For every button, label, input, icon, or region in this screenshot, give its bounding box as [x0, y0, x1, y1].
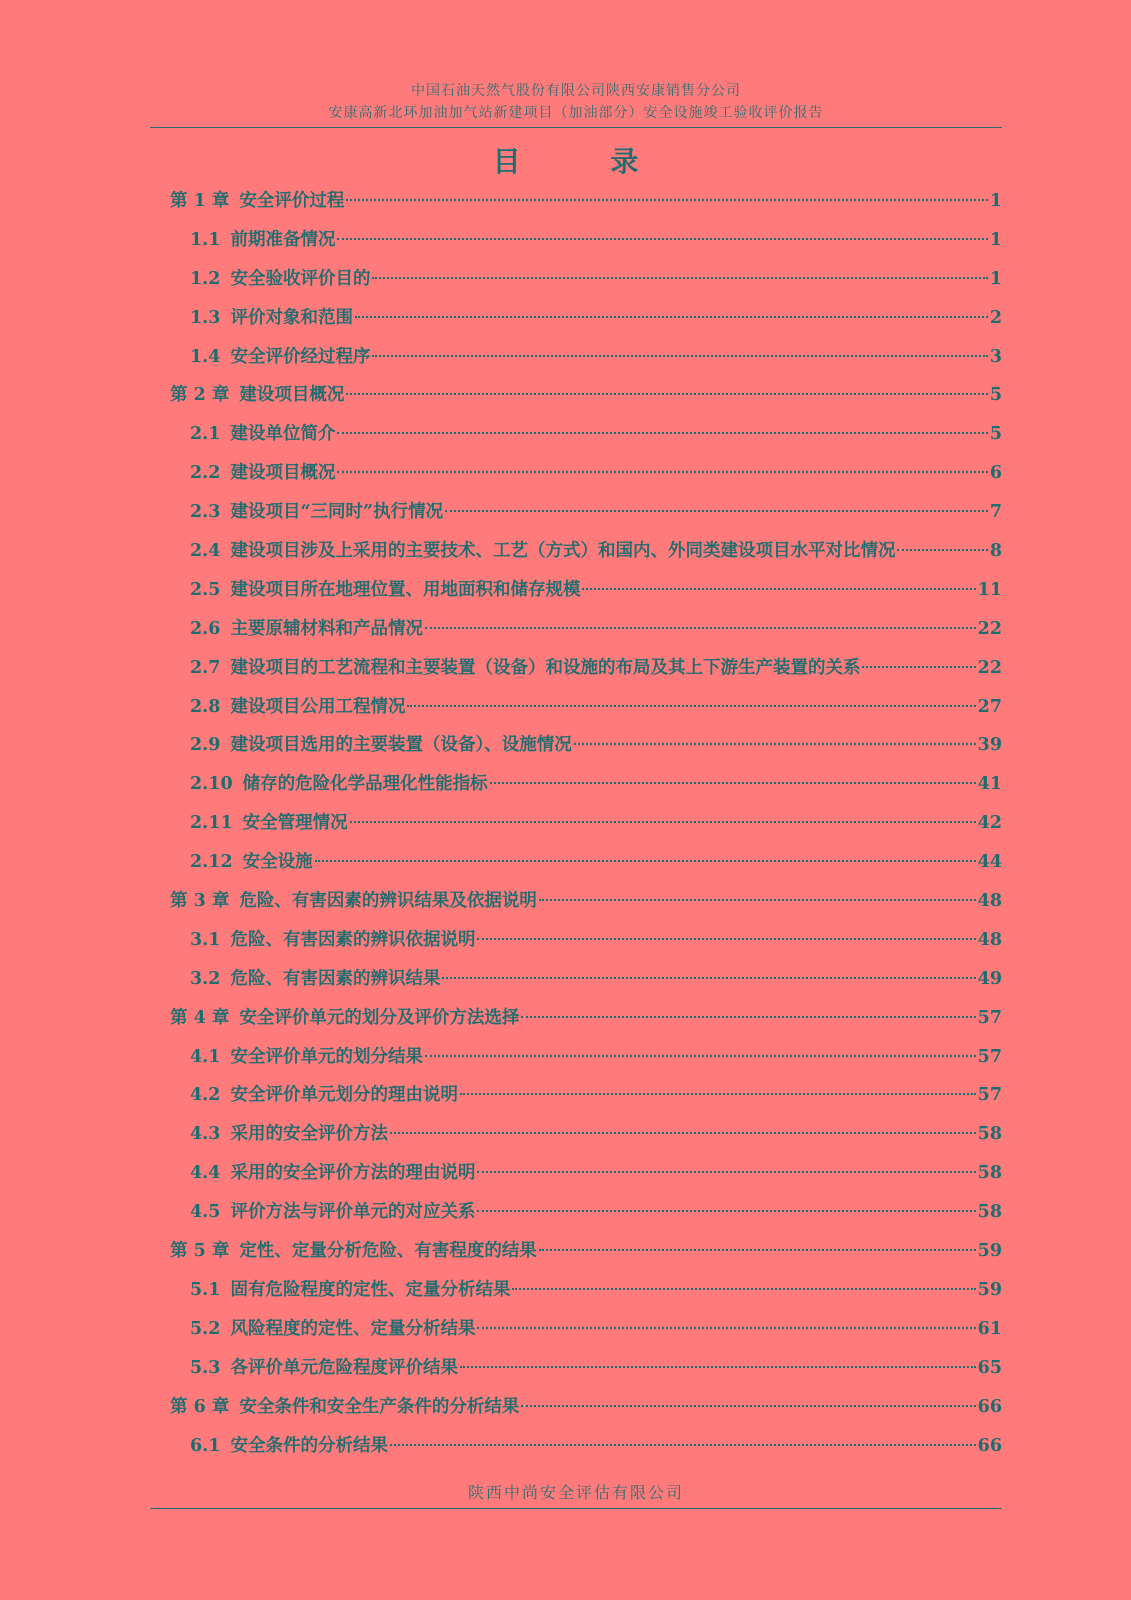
header-company: 中国石油天然气股份有限公司陕西安康销售分公司 [411, 83, 741, 99]
toc-entry-title: 风险程度的定性、定量分析结果 [230, 1318, 476, 1339]
toc-entry-number: 4.2 [190, 1085, 221, 1106]
toc-entry-number: 2.11 [190, 813, 233, 834]
toc-title: 目 录 [492, 145, 679, 178]
toc-chapter-entry[interactable] [170, 999, 1002, 1038]
toc-entry-title: 建设项目的工艺流程和主要装置（设备）和设施的布局及其上下游生产装置的关系 [230, 657, 861, 678]
toc-section-entry[interactable] [170, 454, 1002, 493]
header-report-title: 安康高新北环加油加气站新建项目（加油部分）安全设施竣工验收评价报告 [328, 105, 824, 121]
toc-entry-title: 安全条件的分析结果 [230, 1435, 388, 1456]
toc-section-entry[interactable] [170, 688, 1002, 727]
toc-entry-number: 第 5 章 [170, 1241, 230, 1262]
toc-entry-number: 第 2 章 [170, 385, 230, 406]
toc-section-entry[interactable] [170, 1271, 1002, 1310]
toc-entry-title: 建设项目涉及上采用的主要技术、工艺（方式）和国内、外同类建设项目水平对比情况 [230, 541, 896, 562]
toc-entry-number: 5.3 [190, 1357, 221, 1378]
toc-section-entry[interactable] [170, 338, 1002, 377]
toc-page-number: 1 [989, 229, 1002, 250]
toc-entry-number: 2.7 [190, 657, 221, 678]
toc-page-number: 58 [977, 1163, 1002, 1184]
toc-section-entry[interactable] [170, 1310, 1002, 1349]
toc-entry-number: 6.1 [190, 1435, 221, 1456]
toc-entry-number: 第 6 章 [170, 1396, 230, 1417]
toc-entry-number: 1.2 [190, 268, 221, 289]
toc-entry-title: 安全评价单元的划分及评价方法选择 [239, 1007, 520, 1028]
toc-entry-number: 2.4 [190, 541, 221, 562]
toc-page-number: 5 [989, 385, 1002, 406]
toc-entry-number: 2.5 [190, 579, 221, 600]
toc-entry-number: 4.3 [190, 1124, 221, 1145]
toc-section-entry[interactable] [170, 649, 1002, 688]
toc-dot-leader [477, 938, 975, 940]
toc-dot-leader [539, 899, 976, 901]
toc-entry-number: 第 1 章 [170, 191, 230, 211]
toc-page-number: 58 [977, 1124, 1002, 1145]
toc-page-number: 22 [977, 657, 1002, 678]
toc-entry-number: 5.2 [190, 1318, 221, 1339]
toc-dot-leader [355, 316, 988, 318]
toc-dot-leader [372, 355, 987, 357]
toc-entry-title: 安全验收评价目的 [230, 268, 371, 289]
toc-entry-number: 4.5 [190, 1202, 221, 1223]
toc-dot-leader [390, 1132, 976, 1134]
toc-section-entry[interactable] [170, 221, 1002, 260]
toc-entry-number: 2.12 [190, 852, 233, 873]
toc-page-number: 59 [977, 1241, 1002, 1262]
toc-entry-title: 安全设施 [242, 852, 313, 873]
toc-chapter-entry[interactable] [170, 182, 1002, 221]
toc-section-entry[interactable] [170, 804, 1002, 843]
toc-entry-title: 主要原辅材料和产品情况 [230, 618, 423, 639]
toc-entry-number: 2.10 [190, 774, 233, 795]
toc-dot-leader [346, 199, 987, 201]
toc-page-number: 57 [977, 1046, 1002, 1067]
toc-page-number: 7 [989, 502, 1002, 523]
toc-dot-leader [315, 860, 976, 862]
toc-entry-title: 建设项目选用的主要装置（设备）、设施情况 [230, 735, 572, 756]
toc-entry-title: 各评价单元危险程度评价结果 [230, 1357, 458, 1378]
toc-chapter-entry[interactable] [170, 1232, 1002, 1271]
toc-section-entry[interactable] [170, 765, 1002, 804]
toc-entry-number: 3.1 [190, 929, 221, 950]
toc-section-entry[interactable] [170, 726, 1002, 765]
toc-dot-leader [346, 393, 987, 395]
toc-dot-leader [390, 1444, 976, 1446]
toc-dot-leader [337, 432, 987, 434]
toc-entry-title: 危险、有害因素的辨识结果 [230, 968, 441, 989]
toc-entry-title: 采用的安全评价方法的理由说明 [230, 1163, 476, 1184]
toc-page-number: 44 [977, 852, 1002, 873]
toc-section-entry[interactable] [170, 493, 1002, 532]
page-footer: 陕西中尚安全评估有限公司 [467, 1483, 684, 1502]
toc-page-number: 11 [977, 579, 1002, 600]
toc-section-entry[interactable] [170, 610, 1002, 649]
toc-entry-title: 前期准备情况 [230, 229, 336, 250]
toc-entry-number: 4.1 [190, 1046, 221, 1067]
toc-chapter-entry[interactable] [170, 376, 1002, 415]
toc-entry-number: 1.4 [190, 346, 221, 367]
toc-section-entry[interactable] [170, 843, 1002, 882]
toc-dot-leader [425, 627, 976, 629]
toc-entry-number: 2.1 [190, 424, 221, 445]
toc-dot-leader [574, 743, 976, 745]
toc-entry-title: 建设项目公用工程情况 [230, 696, 406, 717]
toc-page-number: 6 [989, 463, 1002, 484]
toc-entry-title: 定性、定量分析危险、有害程度的结果 [239, 1241, 537, 1262]
page-header [150, 80, 1002, 124]
toc-dot-leader [490, 782, 976, 784]
toc-entry-title: 危险、有害因素的辨识结果及依据说明 [239, 891, 537, 912]
toc-dot-leader [337, 238, 987, 240]
toc-section-entry[interactable] [170, 532, 1002, 571]
toc-dot-leader [862, 666, 975, 668]
toc-dot-leader [372, 277, 987, 279]
toc-chapter-entry[interactable] [170, 882, 1002, 921]
toc-entry-title: 建设项目所在地理位置、用地面积和储存规模 [230, 579, 581, 600]
toc-entry-number: 2.6 [190, 618, 221, 639]
toc-entry-number: 3.2 [190, 968, 221, 989]
toc-section-entry[interactable] [170, 1154, 1002, 1193]
toc-section-entry[interactable] [170, 1427, 1002, 1466]
toc-dot-leader [582, 588, 975, 590]
toc-section-entry[interactable] [170, 1349, 1002, 1388]
table-of-contents [170, 182, 1002, 1465]
toc-entry-number: 第 3 章 [170, 891, 230, 912]
header-divider [150, 127, 1002, 128]
toc-dot-leader [445, 510, 988, 512]
toc-entry-title: 安全评价单元的划分结果 [230, 1046, 423, 1067]
toc-dot-leader [407, 705, 975, 707]
toc-section-entry[interactable] [170, 571, 1002, 610]
toc-page-number: 2 [989, 307, 1002, 328]
toc-entry-title: 建设项目概况 [230, 463, 336, 484]
toc-dot-leader [521, 1405, 975, 1407]
toc-dot-leader [512, 1288, 975, 1290]
toc-page-number: 48 [977, 891, 1002, 912]
toc-entry-number: 2.2 [190, 463, 221, 484]
toc-dot-leader [477, 1327, 975, 1329]
toc-entry-number: 2.8 [190, 696, 221, 717]
toc-dot-leader [337, 471, 987, 473]
toc-section-entry[interactable] [170, 415, 1002, 454]
toc-page-number: 59 [977, 1279, 1002, 1300]
toc-entry-title: 安全评价经过程序 [230, 346, 371, 367]
toc-entry-title: 安全条件和安全生产条件的分析结果 [239, 1396, 520, 1417]
toc-section-entry[interactable] [170, 1076, 1002, 1115]
toc-dot-leader [521, 1016, 975, 1018]
toc-page-number: 65 [977, 1357, 1002, 1378]
toc-page-number: 66 [977, 1435, 1002, 1456]
toc-page-number: 61 [977, 1318, 1002, 1339]
toc-dot-leader [539, 1249, 976, 1251]
toc-dot-leader [477, 1210, 975, 1212]
toc-chapter-entry[interactable] [170, 1388, 1002, 1427]
toc-page-number: 1 [989, 268, 1002, 289]
toc-page-number: 8 [989, 541, 1002, 562]
toc-entry-number: 2.3 [190, 502, 221, 523]
toc-section-entry[interactable] [170, 299, 1002, 338]
toc-entry-number: 5.1 [190, 1279, 221, 1300]
toc-section-entry[interactable] [170, 960, 1002, 999]
toc-page-number: 57 [977, 1085, 1002, 1106]
toc-section-entry[interactable] [170, 1115, 1002, 1154]
toc-page-number: 22 [977, 618, 1002, 639]
toc-entry-title: 建设项目“三同时”执行情况 [230, 502, 444, 523]
toc-section-entry[interactable] [170, 1038, 1002, 1077]
toc-page-number: 58 [977, 1202, 1002, 1223]
toc-entry-title: 评价方法与评价单元的对应关系 [230, 1202, 476, 1223]
toc-dot-leader [442, 977, 975, 979]
toc-page-number: 48 [977, 929, 1002, 950]
toc-entry-title: 安全管理情况 [242, 813, 348, 834]
toc-page-number: 27 [977, 696, 1002, 717]
toc-page-number: 42 [977, 813, 1002, 834]
toc-entry-number: 4.4 [190, 1163, 221, 1184]
toc-dot-leader [477, 1171, 975, 1173]
toc-dot-leader [460, 1366, 976, 1368]
toc-entry-title: 安全评价过程 [239, 191, 345, 211]
toc-section-entry[interactable] [170, 260, 1002, 299]
toc-page-number: 41 [977, 774, 1002, 795]
toc-section-entry[interactable] [170, 921, 1002, 960]
toc-dot-leader [897, 549, 987, 551]
toc-page-number: 3 [989, 346, 1002, 367]
toc-entry-number: 2.9 [190, 735, 221, 756]
toc-dot-leader [425, 1055, 976, 1057]
toc-entry-title: 建设项目概况 [239, 385, 345, 406]
toc-entry-title: 安全评价单元划分的理由说明 [230, 1085, 458, 1106]
toc-page-number: 66 [977, 1396, 1002, 1417]
toc-page-number: 39 [977, 735, 1002, 756]
toc-page-number: 57 [977, 1007, 1002, 1028]
toc-entry-title: 评价对象和范围 [230, 307, 353, 328]
footer-divider [150, 1508, 1002, 1509]
toc-entry-title: 采用的安全评价方法 [230, 1124, 388, 1145]
toc-dot-leader [350, 821, 976, 823]
toc-entry-title: 危险、有害因素的辨识依据说明 [230, 929, 476, 950]
toc-page-number: 49 [977, 968, 1002, 989]
toc-entry-title: 建设单位简介 [230, 424, 336, 445]
toc-entry-title: 固有危险程度的定性、定量分析结果 [230, 1279, 511, 1300]
toc-page-number: 1 [989, 191, 1002, 211]
toc-entry-number: 1.3 [190, 307, 221, 328]
toc-entry-title: 储存的危险化学品理化性能指标 [242, 774, 488, 795]
toc-section-entry[interactable] [170, 1193, 1002, 1232]
toc-dot-leader [460, 1093, 976, 1095]
toc-entry-number: 第 4 章 [170, 1007, 230, 1028]
toc-entry-number: 1.1 [190, 229, 221, 250]
toc-page-number: 5 [989, 424, 1002, 445]
